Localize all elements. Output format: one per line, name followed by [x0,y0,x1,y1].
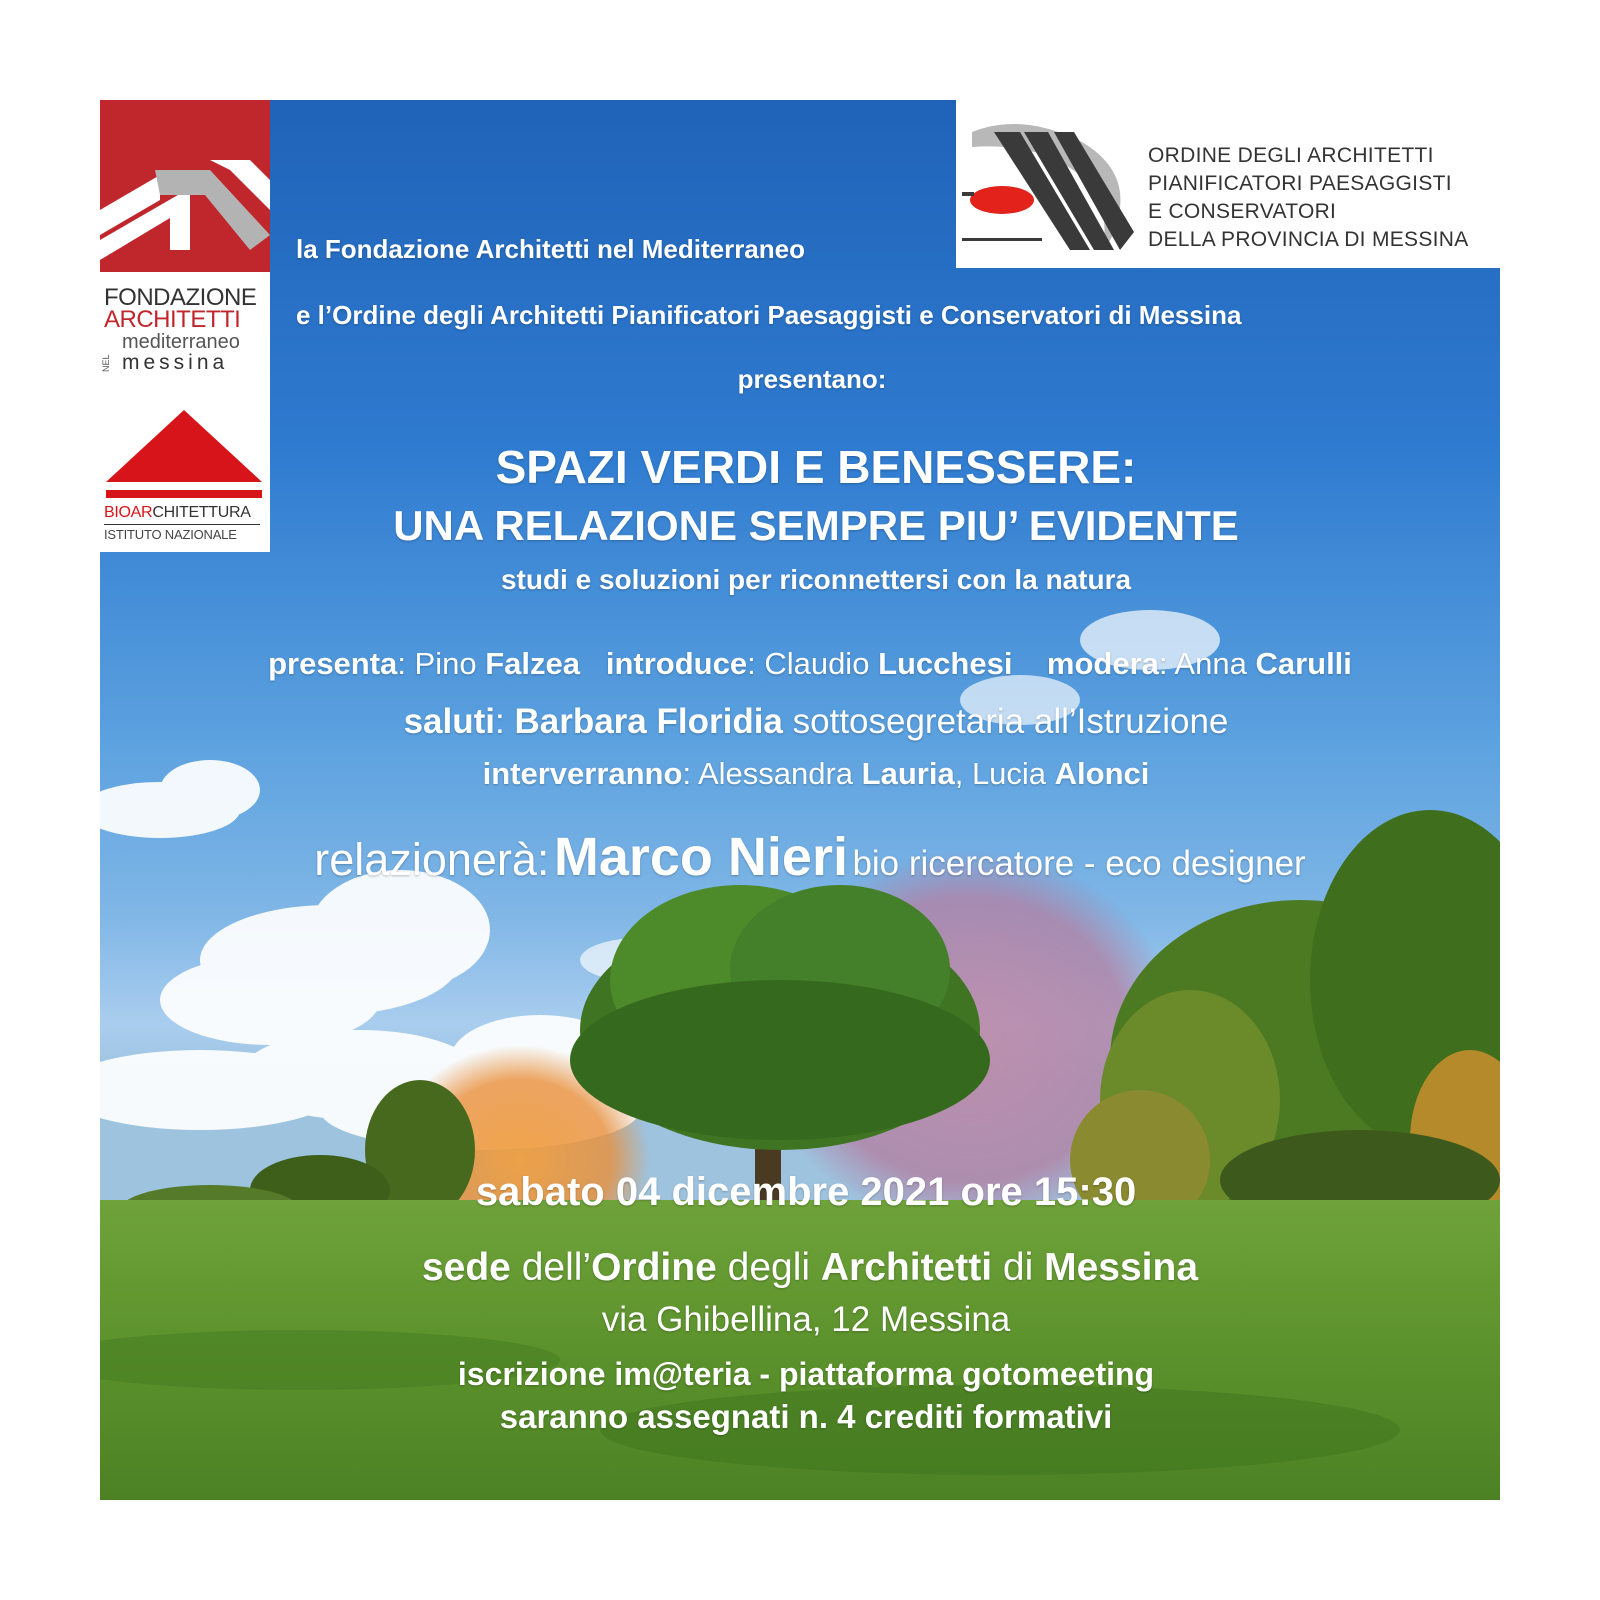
fondazione-line-1: FONDAZIONE [104,284,257,311]
intro-line-2: e l’Ordine degli Architetti Pianificatori Paesaggisti e Conservatori di Messina [296,300,1242,330]
speaker-line [110,826,1500,888]
venue-w4: degli [727,1246,811,1289]
venue-w3: Ordine [591,1246,717,1289]
saluti-role: sottosegretaria all’Istruzione [792,702,1229,741]
speaker-role: bio ricercatore - eco designer [852,844,1306,883]
fondazione-emblem [100,100,270,272]
modera-label: modera [1046,646,1159,681]
presenta-last: Falzea [485,646,580,681]
intro-line-3: presentano: [737,364,887,394]
modera-first: Anna [1174,646,1247,681]
speaker-label: relazionerà: [314,834,550,885]
ordine-logo [956,100,1500,268]
interverranno-label: interverranno [482,756,683,791]
event-poster [100,100,1500,1500]
presenta-first: Pino [414,646,477,681]
venue-address: via Ghibellina, 12 Messina [601,1300,1011,1339]
presenta-label: presenta [268,646,398,681]
ordine-emblem-icon [962,112,1142,257]
introduce-label: introduce [605,646,748,681]
venue-w7: Messina [1044,1246,1199,1289]
int1-last: Lauria [861,756,955,791]
modera-last: Carulli [1255,646,1352,681]
ar-text: AR [130,504,153,521]
event-tagline: studi e soluzioni per riconnettersi con la natura [500,564,1132,595]
fondazione-line-3: mediterraneo [122,331,240,353]
venue-w2: dell’ [521,1246,592,1289]
introduce-last: Lucchesi [878,646,1013,681]
interverranno-line: interverranno: Alessandra Lauria, Lucia Alonci [482,756,1150,791]
venue-w5: Architetti [820,1246,993,1289]
credits-info: saranno assegnati n. 4 crediti formativi [499,1398,1113,1435]
event-subtitle: UNA RELAZIONE SEMPRE PIU’ EVIDENTE [393,502,1239,549]
venue-w6: di [1002,1246,1034,1289]
intro-line-1: la Fondazione Architetti nel Mediterraneo [296,234,805,264]
chitettura-text: CHITETTURA [152,504,251,521]
saluti-line: saluti: Barbara Floridia sottosegretaria all’Istruzione [403,702,1229,741]
introduce-first: Claudio [764,646,870,681]
int2-first: Lucia [971,756,1047,791]
fondazione-line-4: messina [122,351,229,374]
bio-text: BIO [104,504,131,521]
ordine-line-1: ORDINE DEGLI ARCHITETTI [1148,144,1434,167]
ordine-line-2: PIANIFICATORI PAESAGGISTI [1148,172,1452,195]
ordine-line-4: DELLA PROVINCIA DI MESSINA [1148,228,1469,251]
venue-line [110,1246,1500,1290]
fondazione-line-2: ARCHITETTI [104,306,241,333]
roles-line: presenta: Pino Falzea introduce: Claudio Lucchesi modera: Anna Carulli [268,646,1352,681]
saluti-label: saluti [403,702,496,741]
registration-info: iscrizione im@teria - piattaforma gotomeeting [457,1356,1155,1392]
venue-w1: sede [421,1246,511,1289]
int1-first: Alessandra [697,756,854,791]
event-title: SPAZI VERDI E BENESSERE: [495,441,1137,493]
fondazione-prefix: NEL [101,354,111,372]
int2-last: Alonci [1054,756,1150,791]
saluti-name: Barbara Floridia [514,702,783,741]
ordine-line-3: E CONSERVATORI [1148,200,1337,223]
speaker-name: Marco Nieri [553,827,848,887]
bioarchitettura-sub: ISTITUTO NAZIONALE [104,527,237,542]
event-date: sabato 04 dicembre 2021 ore 15:30 [475,1170,1137,1214]
